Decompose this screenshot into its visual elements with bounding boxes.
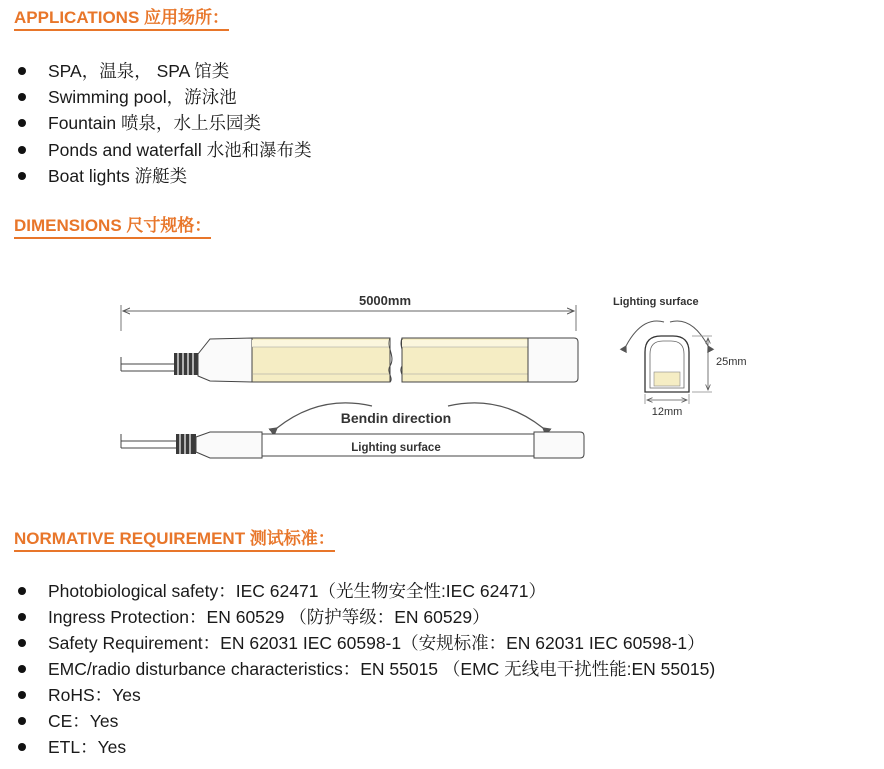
normative-list (18, 578, 715, 760)
list-item: RoHS：Yes (18, 682, 715, 708)
list-item: Ponds and waterfall 水池和瀑布类 (18, 137, 312, 163)
list-item: Safety Requirement：EN 62031 IEC 60598-1（安规标准：EN 62031 IEC 60598-1） (18, 630, 715, 656)
list-item: Fountain 喷泉，水上乐园类 (18, 110, 312, 136)
bending-label: Bendin direction (340, 410, 452, 426)
list-item: CE：Yes (18, 708, 715, 734)
length-label: 5000mm (358, 293, 412, 308)
list-item: Ingress Protection：EN 60529 （防护等级：EN 60529） (18, 604, 715, 630)
cross-section-title: Lighting surface (613, 296, 699, 308)
list-item: Swimming pool，游泳池 (18, 84, 312, 110)
cross-section (613, 296, 747, 418)
list-item: ETL：Yes (18, 734, 715, 760)
list-item: SPA，温泉， SPA 馆类 (18, 58, 312, 84)
strip-bending-view (121, 403, 584, 458)
list-item: Photobiological safety：IEC 62471（光生物安全性:IEC 62471） (18, 578, 715, 604)
width-label: 12mm (651, 406, 683, 418)
dimensions-heading: DIMENSIONS 尺寸规格： (14, 216, 211, 239)
list-item: EMC/radio disturbance characteristics：EN 55015 （EMC 无线电干扰性能:EN 55015) (18, 656, 715, 682)
lighting-surface-label: Lighting surface (351, 442, 441, 454)
list-item: Boat lights 游艇类 (18, 163, 312, 189)
normative-heading: NORMATIVE REQUIREMENT 测试标准： (14, 529, 335, 552)
height-label: 25mm (716, 356, 747, 368)
length-dimension (121, 293, 576, 331)
applications-heading: APPLICATIONS 应用场所： (14, 8, 229, 31)
strip-side-view (121, 338, 578, 382)
